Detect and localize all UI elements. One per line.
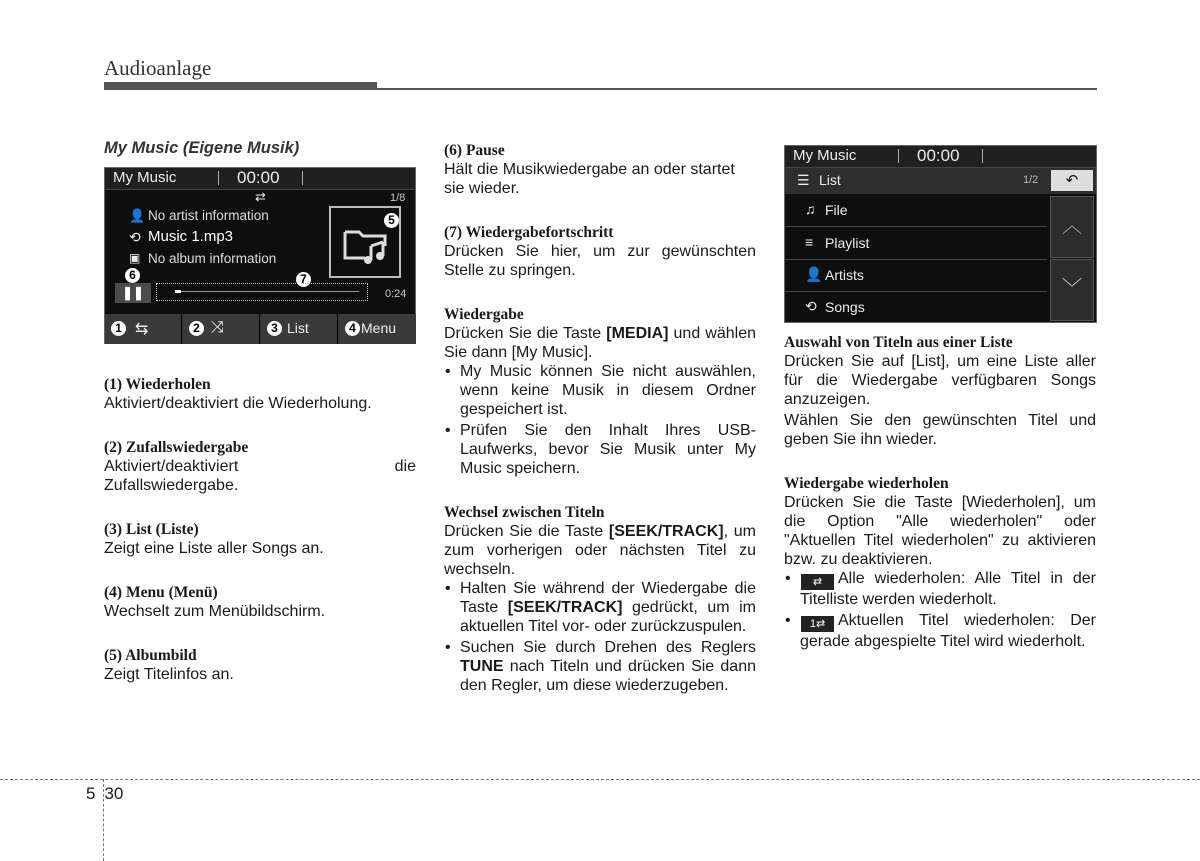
progress-bar[interactable] bbox=[156, 283, 368, 301]
repeat-status-icon: ⇄ bbox=[255, 189, 266, 204]
section-heading: (2) Zufallswiedergabe bbox=[104, 439, 249, 456]
artist-info: No artist information bbox=[148, 208, 269, 223]
section-heading: (5) Albumbild bbox=[104, 647, 197, 664]
list-page-indicator: 1/2 bbox=[1023, 174, 1039, 186]
playlist-icon: ≡ bbox=[805, 234, 814, 250]
back-icon[interactable]: ↶ bbox=[1051, 170, 1093, 191]
chevron-down-icon: ﹀ bbox=[1062, 278, 1082, 300]
album-info: No album information bbox=[148, 251, 277, 266]
list-icon: ☰ bbox=[797, 172, 810, 188]
repeat-bullets bbox=[784, 569, 1096, 651]
track-switch-text: Drücken Sie die Taste [SEEK/TRACK], um zum vorherigen oder nächsten Titel zu wechseln. bbox=[444, 523, 756, 578]
track-switch-bullets bbox=[444, 579, 756, 695]
progress-heading: (7) Wiedergabefortschritt bbox=[444, 224, 614, 241]
shuffle-icon: ⤨ bbox=[211, 319, 224, 336]
list-row-artists[interactable]: 👤 Artists bbox=[785, 260, 1047, 292]
my-music-subheading: My Music (Eigene Musik) bbox=[104, 139, 300, 157]
track-index: 1/8 bbox=[390, 192, 406, 204]
section-text: Zeigt Titelinfos an. bbox=[104, 666, 234, 683]
select-text-1: Drücken Sie auf [List], um eine Liste aller für die Wiedergabe verfügbaren Songs anzuzeigen. bbox=[784, 353, 1096, 408]
section-heading: (4) Menu (Menü) bbox=[104, 584, 218, 601]
section-text: Zeigt eine Liste aller Songs an. bbox=[104, 540, 324, 557]
menu-button-label: Menu bbox=[361, 320, 397, 336]
menu-button[interactable]: 4 Menu bbox=[339, 314, 416, 344]
repeat-all-icon: ⇄ bbox=[801, 574, 834, 590]
album-icon: ▣ bbox=[129, 251, 141, 265]
list-item: • Prüfen Sie den Inhalt Ihres USB-Laufwerks, bevor Sie Musik unter My Music speichern. bbox=[444, 421, 756, 478]
progress-text: Drücken Sie hier, um zur gewünschten Stelle zu springen. bbox=[444, 243, 756, 279]
footer-dashed-rule bbox=[0, 779, 1200, 780]
screen-title: My Music bbox=[113, 169, 177, 186]
list-button-label: List bbox=[287, 320, 309, 336]
scroll-up-button[interactable] bbox=[1050, 196, 1094, 258]
music-note-icon: ♫ bbox=[805, 201, 816, 217]
pause-heading: (6) Pause bbox=[444, 142, 505, 159]
section-text: Wechselt zum Menübildschirm. bbox=[104, 603, 326, 620]
elapsed-time: 0:24 bbox=[385, 288, 407, 300]
screen-title-bar bbox=[105, 168, 415, 190]
list-button[interactable]: 3 List bbox=[261, 314, 338, 344]
list-item: • ⇄ Alle wiederholen: Alle Titel in der Titelliste werden wiederholt. bbox=[784, 569, 1096, 609]
select-text-2: Wählen Sie den gewünschten Titel und geben Sie ihn wieder. bbox=[784, 412, 1096, 448]
pause-button[interactable]: ❚❚ bbox=[115, 283, 151, 303]
song-title: Music 1.mp3 bbox=[148, 228, 234, 245]
playback-bullets bbox=[444, 362, 756, 478]
artist-icon: 👤 bbox=[129, 208, 146, 223]
playback-heading: Wiedergabe bbox=[444, 306, 524, 323]
pause-text: Hält die Musikwiedergabe an oder startet sie wieder. bbox=[444, 161, 735, 197]
chevron-up-icon: ︿ bbox=[1062, 215, 1082, 237]
playback-text: Drücken Sie die Taste [MEDIA] und wählen Sie dann [My Music]. bbox=[444, 325, 756, 361]
list-row-playlist[interactable]: ≡ Playlist bbox=[785, 228, 1047, 260]
section-heading: (3) List (Liste) bbox=[104, 521, 199, 538]
header-rule-thin bbox=[377, 88, 1097, 90]
section-heading: (1) Wiederholen bbox=[104, 376, 211, 393]
section-text-line: Aktiviert/deaktiviert die bbox=[104, 458, 416, 475]
list-item: • Halten Sie während der Wiedergabe die Taste [SEEK/TRACK] gedrückt, um im aktuellen Titel vor- oder zurückzuspulen. bbox=[444, 579, 756, 636]
screen-title-bar bbox=[785, 146, 1096, 168]
bottom-button-bar bbox=[105, 314, 415, 344]
person-icon: 👤 bbox=[805, 266, 823, 282]
screen-title: My Music bbox=[793, 147, 857, 164]
right-text-column bbox=[784, 333, 1096, 651]
callout-7: 7 bbox=[296, 272, 311, 287]
repeat-text: Drücken Sie die Taste [Wiederholen], um die Option "Alle wiederholen" oder "Aktuellen Titel wiederholen" zu aktivieren bzw. zu deaktivieren. bbox=[784, 494, 1096, 568]
header-rule-thick bbox=[104, 82, 377, 90]
song-icon: ⟲ bbox=[805, 298, 817, 314]
list-header-label: List bbox=[819, 172, 841, 188]
screen-clock: 00:00 bbox=[237, 168, 280, 187]
music-list-screen bbox=[784, 145, 1097, 323]
page-header-title: Audioanlage bbox=[104, 56, 212, 80]
list-item: • My Music können Sie nicht auswählen, wenn keine Musik in diesem Ordner gespeichert ist. bbox=[444, 362, 756, 419]
track-switch-heading: Wechsel zwischen Titeln bbox=[444, 504, 605, 521]
callout-6: 6 bbox=[125, 268, 140, 283]
screen-clock: 00:00 bbox=[917, 146, 960, 165]
scroll-down-button[interactable] bbox=[1050, 259, 1094, 321]
select-heading: Auswahl von Titeln aus einer Liste bbox=[784, 334, 1013, 351]
list-header bbox=[785, 168, 1096, 194]
repeat-icon: ⇆ bbox=[135, 321, 149, 338]
list-item: • Suchen Sie durch Drehen des Reglers TUNE nach Titeln und drücken Sie dann den Regler, um diese wiederzugeben. bbox=[444, 638, 756, 695]
page-number: 5 30 bbox=[86, 784, 124, 803]
list-row-songs[interactable]: ⟲ Songs bbox=[805, 298, 865, 315]
shuffle-button[interactable]: 2 ⤨ bbox=[183, 314, 260, 344]
callout-5: 5 bbox=[384, 213, 399, 228]
repeat-one-icon: 1⇄ bbox=[801, 616, 834, 632]
section-text: Aktiviert/deaktiviert die Wiederholung. bbox=[104, 395, 372, 412]
left-text-column bbox=[104, 375, 416, 684]
repeat-heading: Wiedergabe wiederholen bbox=[784, 475, 949, 492]
section-text: Zufallswiedergabe. bbox=[104, 477, 239, 494]
list-item: • 1⇄ Aktuellen Titel wiederholen: Der gerade abgespielte Titel wird wiederholt. bbox=[784, 611, 1096, 651]
middle-text-column bbox=[444, 141, 756, 695]
my-music-player-screen bbox=[104, 167, 416, 344]
list-row-file[interactable]: ♫ File bbox=[785, 195, 1047, 227]
repeat-button[interactable]: 1 ⇆ bbox=[105, 314, 182, 344]
song-icon: ⟲ bbox=[129, 229, 141, 245]
